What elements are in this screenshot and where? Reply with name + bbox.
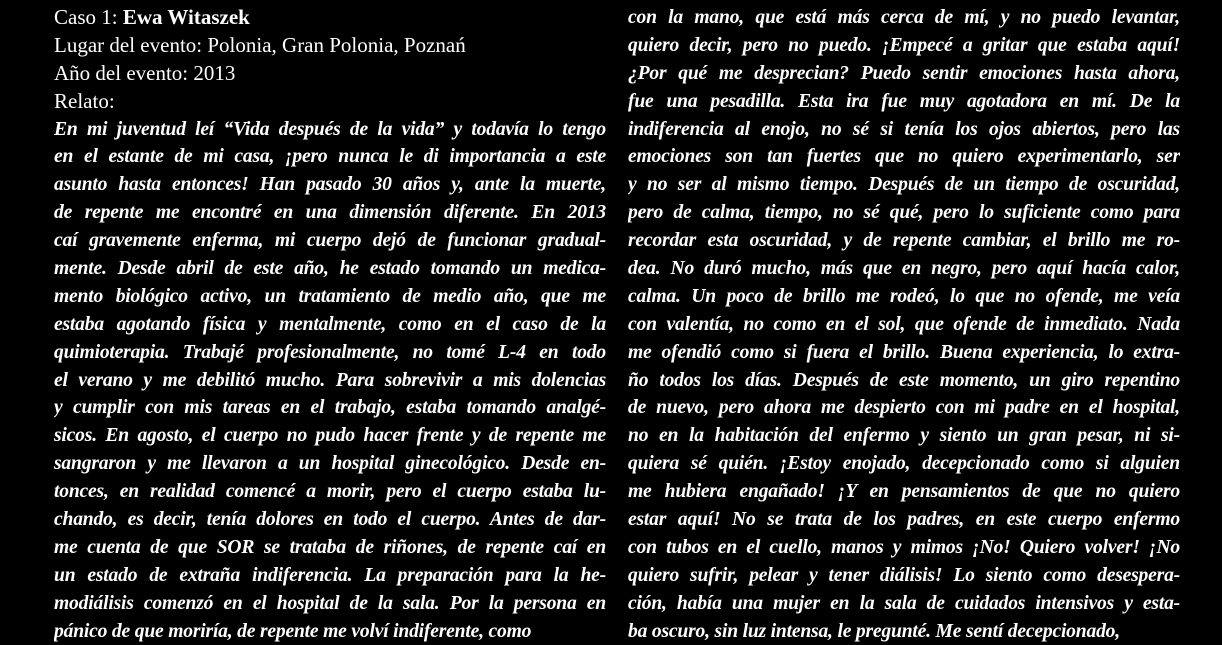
story-line: estaba agotando física y mentalmente, como en el caso de la <box>54 313 606 335</box>
story-line: en el estante de mi casa, ¡pero nunca le di importancia a este <box>54 146 606 168</box>
story-line: caí gravemente enferma, mi cuerpo dejó de funcionar gradual- <box>54 230 606 252</box>
story-line: con la mano, que está más cerca de mí, y no puedo levantar, <box>628 7 1180 28</box>
story-line: quiero sufrir, pelear y tener diálisis! Lo siento como desespera- <box>628 564 1180 586</box>
case-place: Lugar del evento: Polonia, Gran Polonia, Poznań <box>54 32 466 57</box>
story-line: quiero decir, pero no puedo. ¡Empecé a gritar que estaba aquí! <box>628 34 1180 56</box>
story-line: quimioterapia. Trabajé profesionalmente, no tomé L-4 en todo <box>54 341 606 363</box>
story-line: me ofendió como si fuera el brillo. Buena experiencia, lo extra- <box>628 341 1180 363</box>
story-label: Relato: <box>54 88 115 113</box>
case-label: Caso 1: <box>54 5 118 29</box>
story-line: asunto hasta entonces! Han pasado 30 años y, ante la muerte, <box>54 174 606 196</box>
story-line: tonces, en realidad comencé a morir, pero el cuerpo estaba lu- <box>54 481 606 503</box>
story-line: sangraron y me llevaron a un hospital ginecológico. Desde en- <box>54 453 606 475</box>
story-line: de nuevo, pero ahora me despierto con mi padre en el hospital, <box>628 397 1180 419</box>
story-line: estar aquí! No se trata de los padres, en este cuerpo enfermo <box>628 509 1180 531</box>
story-line: modiálisis comenzó en el hospital de la sala. Por la persona en <box>54 592 606 614</box>
case-name: Ewa Witaszek <box>122 5 250 29</box>
story-line: mente. Desde abril de este año, he estado tomando un medica- <box>54 258 606 280</box>
story-line: ¿Por qué me desprecian? Puedo sentir emociones hasta ahora, <box>628 62 1180 84</box>
story-line: con tubos en el cuello, manos y mimos ¡No! Quiero volver! ¡No <box>628 536 1180 558</box>
story-line: indiferencia al enojo, no sé si tenía los ojos abiertos, pero las <box>628 118 1180 140</box>
story-line: ba oscuro, sin luz intensa, le pregunté. Me sentí decepcionado, <box>628 620 1120 642</box>
story-line: con valentía, no como en el sol, que ofende de inmediato. Nada <box>628 313 1180 335</box>
story-line: no en la habitación del enfermo y siento un gran pesar, ni si- <box>628 425 1180 447</box>
story-line: pánico de que moriría, de repente me volví indiferente, como <box>54 620 532 642</box>
left-story-text <box>54 116 606 645</box>
left-column <box>54 4 606 645</box>
story-line: emociones son tan fuertes que no quiero experimentarlo, ser <box>628 146 1180 168</box>
right-story-text <box>628 4 1180 645</box>
story-line: quiera sé quién. ¡Estoy enojado, decepcionado como si alguien <box>628 453 1180 475</box>
story-line: me cuenta de que SOR se trataba de riñones, de repente caí en <box>54 536 606 558</box>
story-line: y cumplir con mis tareas en el trabajo, estaba tomando analgé- <box>54 397 606 419</box>
story-line: sicos. En agosto, el cuerpo no pudo hacer frente y de repente me <box>54 425 606 447</box>
story-line: me hubiera engañado! ¡Y en pensamientos de que no quiero <box>628 481 1180 503</box>
story-line: un estado de extraña indiferencia. La preparación para la he- <box>54 564 606 586</box>
case-heading <box>54 4 606 32</box>
story-line: recordar esta oscuridad, y de repente cambiar, el brillo me ro- <box>628 230 1180 252</box>
story-line: mento biológico activo, un tratamiento de medio año, que me <box>54 285 606 307</box>
story-line: el verano y me debilitó mucho. Para sobrevivir a mis dolencias <box>54 369 606 391</box>
story-line: fue una pesadilla. Esta ira fue muy agotadora en mí. De la <box>628 90 1180 112</box>
story-line: de repente me encontré en una dimensión diferente. En 2013 <box>54 202 606 224</box>
case-year: Año del evento: 2013 <box>54 60 236 85</box>
story-line: y no ser al mismo tiempo. Después de un tiempo de oscuridad, <box>628 174 1180 196</box>
story-line: ción, había una mujer en la sala de cuidados intensivos y esta- <box>628 592 1180 614</box>
story-line: chando, es decir, tenía dolores en todo el cuerpo. Antes de dar- <box>54 509 606 531</box>
story-line: En mi juventud leí “Vida después de la vida” y todavía lo tengo <box>54 118 606 140</box>
story-line: ño todos los días. Después de este momento, un giro repentino <box>628 369 1180 391</box>
story-line: calma. Un poco de brillo me rodeó, lo que no ofende, me veía <box>628 285 1180 307</box>
story-line: pero de calma, tiempo, no sé qué, pero lo suficiente como para <box>628 202 1180 224</box>
story-line: dea. No duró mucho, más que en negro, pero aquí hacía calor, <box>628 258 1180 280</box>
right-column <box>628 4 1180 645</box>
